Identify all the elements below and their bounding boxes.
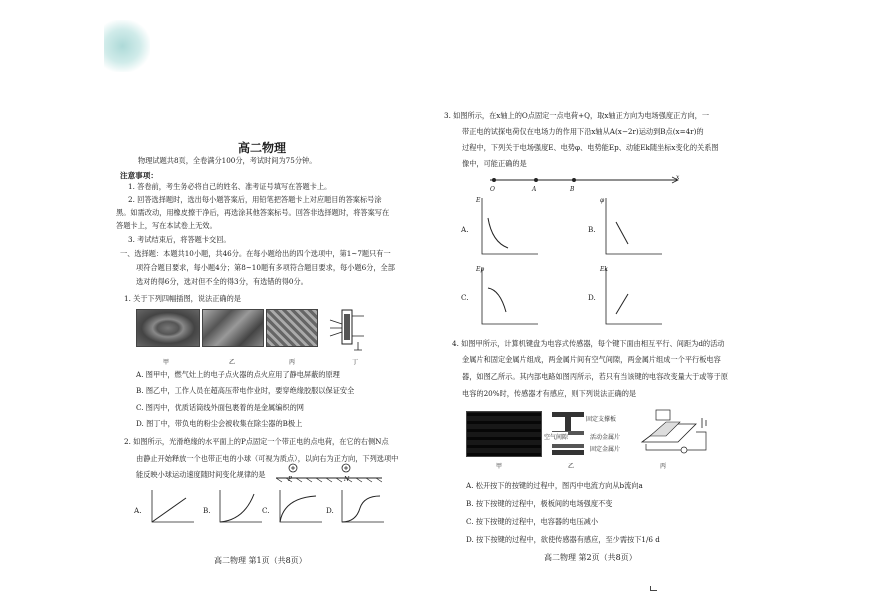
q3-graph-c-ylabel: Ep: [476, 266, 485, 273]
fig-label-jia: 甲: [163, 359, 170, 366]
fig-label-yi-q4: 乙: [568, 463, 575, 470]
fig-label-bing: 丙: [289, 359, 296, 366]
q2-option-a: A.: [134, 506, 142, 515]
question-3-stem: 像中，可能正确的是: [462, 159, 527, 168]
dust-collector-diagram: [324, 306, 374, 354]
q1-option-b: B. 图乙中，工作人员在超高压带电作业时，要穿绝缘胶服以保证安全: [136, 386, 355, 395]
question-2-stem: 能反映小球运动速度随时间变化规律的是: [136, 470, 266, 479]
q2-graph-b: [214, 488, 264, 528]
q2-option-c: C.: [262, 506, 270, 515]
q2-graph-d: [336, 488, 386, 528]
caption-support: 固定支撑板: [586, 416, 617, 423]
q3-option-b: B.: [588, 225, 596, 234]
question-1-stem: 1. 关于下列四幅插图，说法正确的是: [124, 294, 241, 303]
photo-worker: [202, 309, 264, 347]
q2-graph-c: [274, 488, 324, 528]
q1-option-d: D. 图丁中，带负电的粉尘会被收集在除尘器的B极上: [136, 419, 303, 428]
page-footer-right: 高二物理 第2页（共8页）: [544, 553, 637, 562]
question-2-stem: 由静止开始释放一个也带正电的小球（可视为质点），以向右为正方向，下列选项中: [136, 454, 399, 463]
q3-graph-c: [478, 268, 540, 330]
axis-label-x: x: [676, 174, 680, 181]
question-3-stem: 带正电的试探电荷仅在电场力的作用下沿x轴从A(x−2r)运动到B点(x=4r)的: [462, 127, 704, 136]
q3-graph-a: [478, 198, 540, 260]
q2-option-b: B.: [203, 506, 211, 515]
q3-graph-d: [602, 268, 664, 330]
q3-graph-a-ylabel: E: [476, 197, 481, 204]
scan-mark: [650, 586, 657, 591]
question-4-stem: 器，如图乙所示。其内部电路如图丙所示，若只有当该键的电容改变量大于或等于原: [462, 372, 728, 381]
q1-option-a: A. 图甲中，燃气灶上的电子点火器的点火应用了静电屏蔽的原理: [136, 370, 340, 379]
note-line: 答题卡上，写在本试卷上无效。: [116, 221, 217, 230]
q1-option-c: C. 图丙中，优质话筒线外面包裹着的是金属编织的网: [136, 403, 304, 412]
axis-label-a: A: [532, 186, 537, 193]
q3-graph-b: [602, 198, 664, 260]
caption-fixed-plate: 固定金属片: [590, 446, 621, 453]
section-1-line: 一、选择题：本题共10小题，共46分。在每小题给出的四个选项中，第1~7题只有一: [120, 249, 391, 258]
question-3-stem: 3. 如图所示，在x轴上的O点固定一点电荷+Q，取x轴正方向为电场强度正方向，一: [444, 111, 710, 120]
fig-label-yi: 乙: [229, 359, 236, 366]
section-1-line: 项符合题目要求，每小题4分；第8~10题有多项符合题目要求，每小题6分，全部: [136, 263, 395, 272]
photo-cable: [266, 309, 318, 347]
q2-option-d: D.: [326, 506, 334, 515]
q3-option-d: D.: [588, 293, 596, 302]
point-n-label: N: [344, 476, 350, 483]
page-footer-left: 高二物理 第1页（共8页）: [214, 556, 307, 565]
question-4-stem: 4. 如图甲所示，计算机键盘为电容式传感器，每个键下面由相互平行、间距为d的活动: [452, 339, 725, 348]
q4-option-c: C. 按下按键的过程中，电容器的电压减小: [466, 517, 599, 526]
question-4-stem: 电容的20%时，传感器才有感应，则下列说法正确的是: [462, 389, 637, 398]
sensor-circuit-diagram: [636, 404, 714, 458]
q3-axis-diagram: [484, 174, 684, 190]
section-1-line: 选对的得6分，选对但不全的得3分，有选错的得0分。: [136, 277, 308, 286]
notes-heading: 注意事项：: [120, 171, 158, 180]
q2-graph-a: [146, 488, 196, 528]
question-3-stem: 过程中，下列关于电场强度E、电势φ、电势能Ep、动能Ek随坐标x变化的关系图: [462, 143, 719, 152]
note-line: 1. 答卷前，考生务必将自己的姓名、准考证号填写在答题卡上。: [128, 182, 332, 191]
fig-label-ding: 丁: [352, 359, 359, 366]
q4-option-a: A. 松开按下的按键的过程中，图丙中电流方向从b流向a: [466, 481, 643, 490]
q4-option-b: B. 按下按键的过程中，极板间的电场强度不变: [466, 499, 613, 508]
page-title: 高二物理: [238, 141, 287, 155]
caption-air-gap: 空气间隙: [544, 434, 569, 441]
fig-label-jia-q4: 甲: [496, 463, 503, 470]
question-2-stem: 2. 如图所示，光滑绝缘的水平面上的P点固定一个带正电的点电荷，在它的右侧N点: [124, 437, 389, 446]
note-line: 2. 回答选择题时，选出每小题答案后，用铅笔把答题卡上对应题目的答案标号涂: [128, 195, 382, 204]
q3-option-a: A.: [461, 225, 469, 234]
q3-graph-d-ylabel: Ek: [600, 266, 609, 273]
photo-stove: [136, 309, 200, 347]
exam-intro: 物理试题共8页，全卷满分100分，考试时间为75分钟。: [138, 156, 317, 165]
question-4-stem: 金属片和固定金属片组成，两金属片间有空气间隙，两金属片组成一个平行板电容: [462, 355, 721, 364]
axis-label-o: O: [490, 186, 495, 193]
caption-movable-plate: 活动金属片: [590, 434, 621, 441]
fig-label-bing-q4: 丙: [660, 463, 667, 470]
point-p-label: P: [288, 476, 293, 483]
q3-graph-b-ylabel: φ: [600, 197, 605, 204]
axis-label-b: B: [570, 186, 575, 193]
scan-smudge: [104, 20, 150, 72]
photo-keyboard: [466, 411, 542, 457]
q3-option-c: C.: [461, 293, 469, 302]
note-line: 黑。如需改动，用橡皮擦干净后，再选涂其他答案标号。回答非选择题时，将答案写在: [116, 208, 390, 217]
note-line: 3. 考试结束后，将答题卡交回。: [128, 235, 231, 244]
q4-option-d: D. 按下按键的过程中，欲使传感器有感应，至少需按下1/6 d: [466, 535, 660, 544]
